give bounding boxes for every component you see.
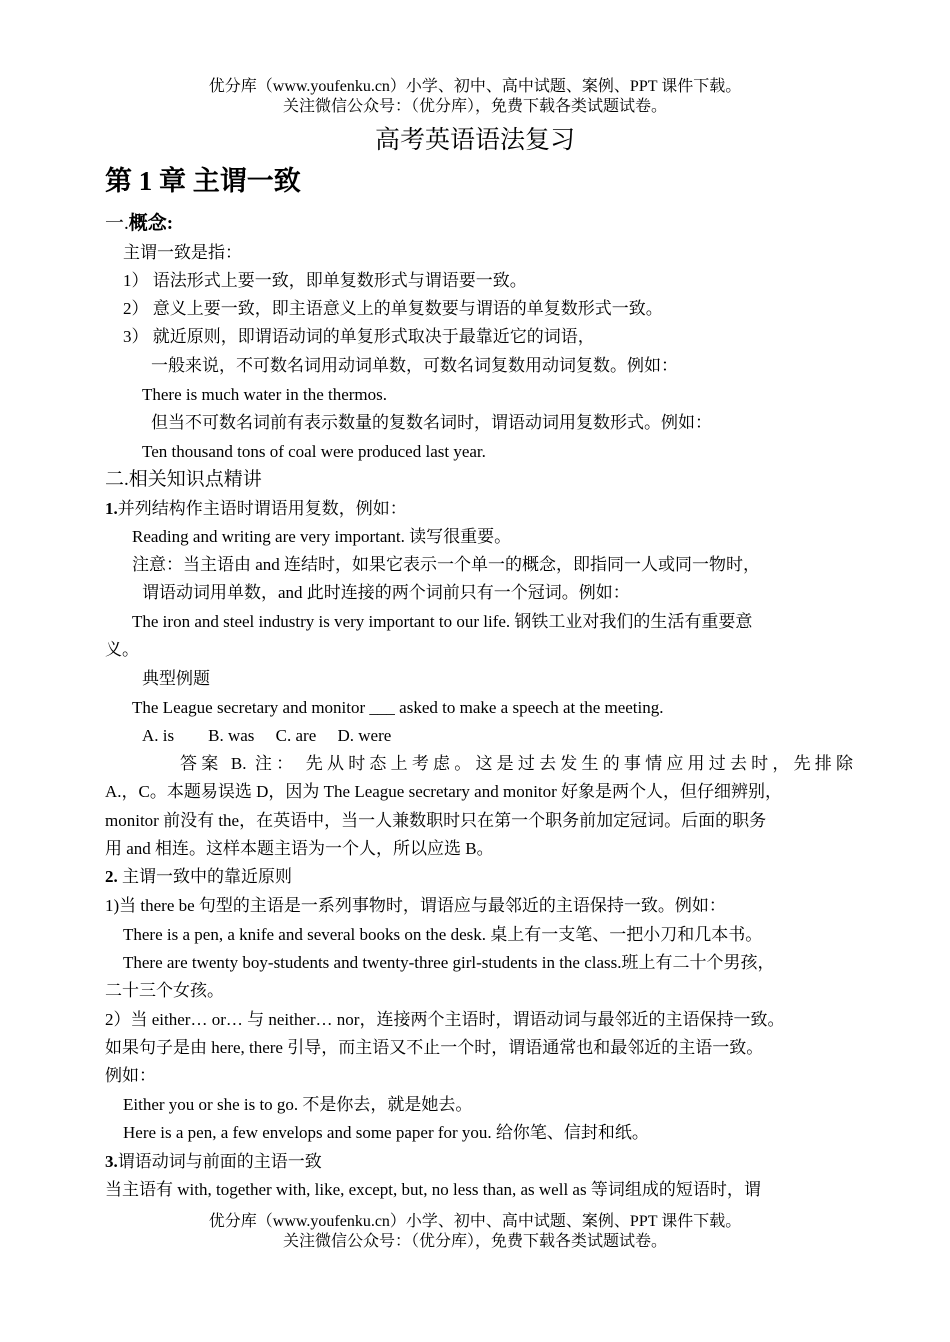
concept-intro: 主谓一致是指： xyxy=(123,243,242,262)
header-line-2: 关注微信公众号：（优分库），免费下载各类试题试卷。 xyxy=(282,98,667,115)
chapter-heading: 第 1 章 主谓一致 xyxy=(105,166,301,196)
point-2-rule-1-example-2b: 二十三个女孩。 xyxy=(105,981,224,1000)
point-number: 2. xyxy=(105,867,118,886)
footer-line-2: 关注微信公众号：（优分库），免费下载各类试题试卷。 xyxy=(282,1233,667,1250)
section-number: 一. xyxy=(105,213,129,234)
point-3-heading xyxy=(105,1151,322,1173)
example-options: A. is B. was C. are D. were xyxy=(142,726,392,745)
point-2-heading xyxy=(105,866,292,888)
header-line-1: 优分库（www.youfenku.cn）小学、初中、高中试题、案例、PPT 课件下载。 xyxy=(208,78,742,95)
point-2-rule-2b: 如果句子是由 here, there 引导，而主语又不止一个时，谓语通常也和最邻近的主语一致。 xyxy=(105,1038,764,1057)
concept-item-1: 1） 语法形式上要一致，即单复数形式与谓语要一致。 xyxy=(123,271,527,290)
point-1-example: Reading and writing are very important. 读写很重要。 xyxy=(132,527,512,546)
point-1-example-2b: 义。 xyxy=(105,640,139,659)
concept-example-2: Ten thousand tons of coal were produced last year. xyxy=(142,442,486,461)
answer-line-3: monitor 前没有 the，在英语中，当一人兼数职时只在第一个职务前加定冠词。后面的职务 xyxy=(105,811,767,830)
point-2-rule-1: 1)当 there be 句型的主语是一系列事物时，谓语应与最邻近的主语保持一致。例如： xyxy=(105,896,726,915)
section-title: 概念: xyxy=(128,213,174,234)
answer-line-2: A.，C。本题易误选 D，因为 The League secretary and monitor 好象是两个人，但仔细辨别， xyxy=(105,782,783,801)
point-2-rule-2a: 2）当 either… or… 与 neither… nor，连接两个主语时，谓语动词与最邻近的主语保持一致。 xyxy=(105,1010,785,1029)
point-1-heading xyxy=(105,498,407,520)
typical-example-label: 典型例题 xyxy=(142,669,210,688)
point-1-note-b: 谓语动词用单数，and 此时连接的两个词前只有一个冠词。例如： xyxy=(142,583,630,602)
section-title: 相关知识点精讲 xyxy=(128,469,262,490)
point-number: 1. xyxy=(105,499,118,518)
point-2-rule-2-example-1: Either you or she is to go. 不是你去，就是她去。 xyxy=(123,1095,473,1114)
point-2-rule-2-example-2: Here is a pen, a few envelops and some paper for you. 给你笔、信封和纸。 xyxy=(123,1123,649,1142)
point-1-example-2a: The iron and steel industry is very important to our life. 钢铁工业对我们的生活有重要意 xyxy=(132,612,753,631)
concept-note-1: 一般来说，不可数名词用动词单数，可数名词复数用动词复数。例如： xyxy=(151,356,678,375)
concept-note-2: 但当不可数名词前有表示数量的复数名词时，谓语动词用复数形式。例如： xyxy=(151,413,712,432)
concept-example-1: There is much water in the thermos. xyxy=(142,385,388,404)
point-2-rule-2c: 例如： xyxy=(105,1066,156,1085)
point-title: 主谓一致中的靠近原则 xyxy=(117,867,292,886)
document-title: 高考英语语法复习 xyxy=(374,125,575,154)
section-heading-concept xyxy=(105,212,173,236)
point-2-rule-1-example-1: There is a pen, a knife and several books on the desk. 桌上有一支笔、一把小刀和几本书。 xyxy=(123,925,763,944)
section-number: 二. xyxy=(105,469,129,490)
point-2-rule-1-example-2a: There are twenty boy-students and twenty-three girl-students in the class.班上有二十个男孩， xyxy=(123,953,775,972)
point-number: 3. xyxy=(105,1152,118,1171)
point-1-note-a: 注意：当主语由 and 连结时，如果它表示一个单一的概念，即指同一人或同一物时， xyxy=(132,555,761,574)
concept-item-2: 2） 意义上要一致，即主语意义上的单复数要与谓语的单复数形式一致。 xyxy=(123,299,663,318)
example-question: The League secretary and monitor ___ asked to make a speech at the meeting. xyxy=(132,698,664,717)
answer-line-1: 答案 B. 注： 先从时态上考虑。这是过去发生的事情应用过去时，先排除 xyxy=(180,754,853,773)
answer-line-4: 用 and 相连。这样本题主语为一个人，所以应选 B。 xyxy=(105,839,494,858)
point-title: 并列结构作主语时谓语用复数，例如： xyxy=(117,499,407,518)
point-title: 谓语动词与前面的主语一致 xyxy=(117,1152,322,1171)
section-heading-knowledge xyxy=(105,468,262,492)
footer-line-1: 优分库（www.youfenku.cn）小学、初中、高中试题、案例、PPT 课件下载。 xyxy=(208,1213,742,1230)
concept-item-3: 3） 就近原则，即谓语动词的单复形式取决于最靠近它的词语， xyxy=(123,327,595,346)
point-3-body: 当主语有 with, together with, like, except, but, no less than, as well as 等词组成的短语时，谓 xyxy=(105,1180,761,1199)
